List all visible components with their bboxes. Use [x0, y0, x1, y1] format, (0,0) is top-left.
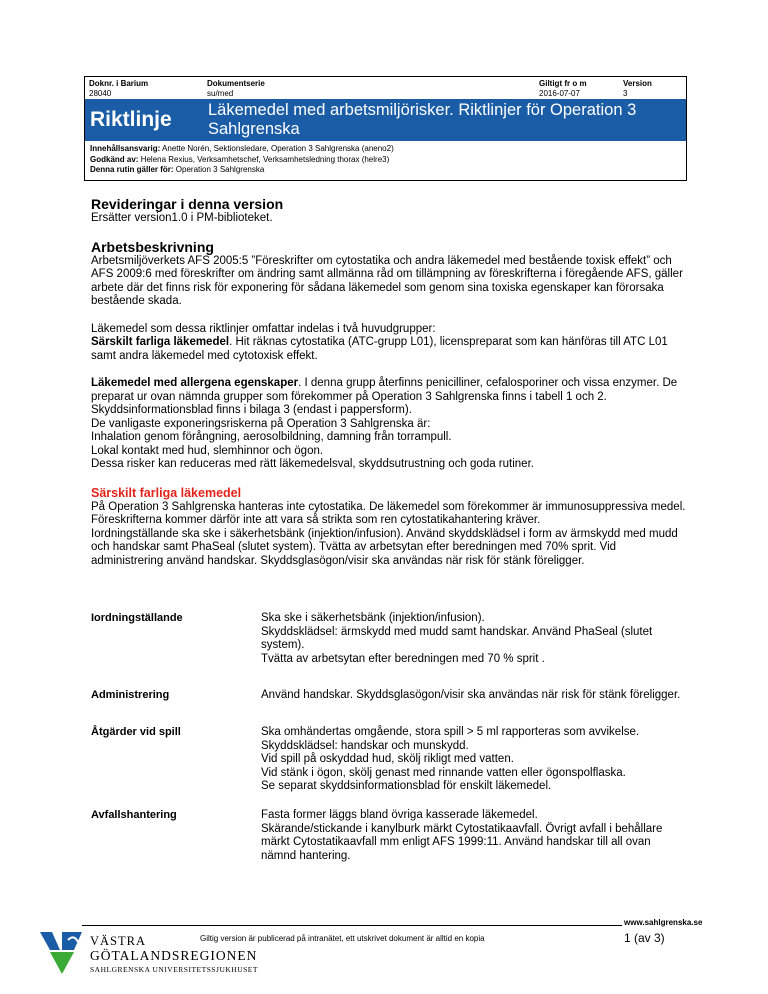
series-cell	[207, 79, 265, 99]
risk-intro: De vanligaste exponeringsriskerna på Operation 3 Sahlgrenska är:	[91, 417, 431, 430]
meta-row	[85, 77, 686, 99]
row-line: Fasta former läggs bland övriga kasserade läkemedel.	[261, 809, 538, 821]
valid-from-label: Giltigt fr o m	[539, 79, 587, 88]
title-bar	[85, 99, 686, 141]
vgr-logo-icon	[38, 928, 98, 974]
row-content	[261, 809, 681, 863]
work-paragraph: Arbetsmiljöverkets AFS 2005:5 ”Föreskrifter om cytostatika och andra läkemedel med bestående toxisk effekt” och AFS 2009:6 med föreskrifter om ändring samt allmänna råd om tillämpning av föreskrifterna i föregående AFS, gäller arbete där det finns risk för exponering för sådana läkemedel som genom sina toxiska egenskaper kan förorsaka bestående skada.	[91, 254, 683, 307]
doc-number: 28040	[89, 89, 112, 98]
valid-from-cell	[539, 79, 587, 99]
row-content	[261, 612, 681, 666]
group-allergen	[91, 377, 691, 418]
responsibility-block	[85, 141, 686, 180]
work-heading: Arbetsbeskrivning	[91, 238, 214, 255]
version-label: Version	[623, 79, 652, 88]
document-body	[91, 196, 691, 568]
special-paragraph-2: Iordningställande ska ske i säkerhetsbänk (injektion/infusion). Använd skyddsklädsel i form av ärmskydd med mudd och handskar samt PhaSeal (slutet system). Tvätta av arbetsytan efter beredningen med 70% sprit. Vid administrering använd handskar. Skyddsglasögon/visir ska användas när risk för stänk föreligger.	[91, 527, 678, 567]
revisions-heading: Revideringar i denna version	[91, 196, 284, 212]
row-line: Vid stänk i ögon, skölj genast med rinnande vatten eller ögonspolflaska.	[261, 766, 626, 779]
row-heading: Åtgärder vid spill	[91, 726, 181, 738]
row-heading: Administrering	[91, 689, 170, 701]
document-kind: Riktlinje	[90, 108, 172, 131]
row-line: Skyddsklädsel: ärmskydd med mudd samt handskar. Använd PhaSeal (slutet system).	[261, 625, 653, 651]
table-row	[91, 809, 681, 863]
document-header	[84, 76, 687, 181]
group-special-text: . Hit räknas cytostatika (ATC-grupp L01), licenspreparat som kan hänföras till ATC L01 samt andra läkemedel med cytotoxisk effekt.	[91, 336, 668, 362]
owner-line	[90, 144, 681, 155]
row-line: Använd handskar. Skyddsglasögon/visir ska användas när risk för stänk föreligger.	[261, 689, 681, 701]
special-paragraph-1: På Operation 3 Sahlgrenska hanteras inte cytostatika. De läkemedel som förekommer är immunosuppressiva medel. Föreskrifterna kommer därför inte att vara så strikta som ren cytostatikahantering kräver.	[91, 500, 686, 526]
approved-label: Godkänd av:	[90, 154, 139, 164]
owner-value: Anette Norén, Sektionsledare, Operation 3 Sahlgrenska (aneno2)	[162, 144, 394, 153]
table-row	[91, 612, 681, 689]
group-special-title: Särskilt farliga läkemedel	[91, 336, 230, 348]
footer-url: www.sahlgrenska.se	[624, 918, 703, 927]
doc-number-cell	[89, 79, 148, 99]
risk-inhalation: Inhalation genom förångning, aerosolbildning, damning från torrampull.	[91, 431, 452, 443]
footer-divider	[82, 925, 622, 926]
group-allergen-text: . I denna grupp återfinns penicilliner, cefalosporiner och vissa enzymer. De preparat ur ovan nämnda grupper som förekommer på Operation 3 Sahlgrenska finns i tabell 1 och 2. Skyddsinformationsblad finns i bilaga 3 (endast i pappersform).	[91, 377, 678, 416]
scope-line	[90, 165, 681, 176]
table-row	[91, 726, 681, 809]
group-allergen-title: Läkemedel med allergena egenskaper	[91, 377, 299, 389]
footer-note: Giltig version är publicerad på intranätet, ett utskrivet dokument är alltid en kopia	[200, 934, 485, 943]
row-content	[261, 689, 681, 703]
group-special	[91, 336, 691, 363]
row-line: Vid spill på oskyddad hud, skölj rikligt med vatten.	[261, 753, 514, 765]
org-name-line3: SAHLGRENSKA UNIVERSITETSSJUKHUSET	[90, 965, 258, 974]
approved-value: Helena Rexius, Verksamhetschef, Verksamhetsledning thorax (helre3)	[140, 154, 390, 164]
doc-number-label: Doknr. i Barium	[89, 79, 149, 88]
risk-reduction: Dessa risker kan reduceras med rätt läkemedelsval, skyddsutrustning och goda rutiner.	[91, 458, 534, 470]
groups-intro: Läkemedel som dessa riktlinjer omfattar indelas i två huvudgrupper:	[91, 322, 436, 335]
handling-table	[91, 612, 681, 863]
row-line: Se separat skyddsinformationsblad för enskilt läkemedel.	[261, 780, 552, 792]
scope-label: Denna rutin gäller för:	[90, 165, 174, 174]
version-value: 3	[623, 89, 628, 98]
owner-label: Innehållsansvarig:	[90, 144, 161, 153]
org-name-line1: VÄSTRA	[90, 934, 147, 948]
row-line: Skärande/stickande i kanylburk märkt Cytostatikaavfall. Övrigt avfall i behållare märkt Cytostatikaavfall mm enligt AFS 1999:11. Använd handskar till all ovan nämnd hantering.	[261, 822, 663, 862]
revisions-text: Ersätter version1.0 i PM-biblioteket.	[91, 212, 273, 224]
row-content	[261, 726, 681, 794]
row-heading: Avfallshantering	[91, 809, 177, 821]
row-heading: Iordningställande	[91, 612, 183, 624]
series-label: Dokumentserie	[207, 79, 265, 88]
approved-line	[90, 155, 681, 166]
row-line: Tvätta av arbetsytan efter beredningen med 70 % sprit .	[261, 652, 545, 665]
table-row	[91, 689, 681, 726]
scope-value: Operation 3 Sahlgrenska	[175, 165, 265, 174]
page-number: 1 (av 3)	[624, 931, 665, 945]
version-cell	[623, 79, 652, 99]
valid-from-date: 2016-07-07	[539, 89, 580, 98]
special-heading: Särskilt farliga läkemedel	[91, 485, 242, 500]
series-value: su/med	[207, 89, 234, 98]
row-line: Ska ske i säkerhetsbänk (injektion/infusion).	[261, 612, 485, 624]
org-name-line2: GÖTALANDSREGIONEN	[90, 948, 258, 963]
document-title: Läkemedel med arbetsmiljörisker. Riktlinjer för Operation 3 Sahlgrenska	[208, 101, 637, 138]
risk-contact: Lokal kontakt med hud, slemhinnor och ögon.	[91, 444, 324, 457]
row-line: Ska omhändertas omgående, stora spill > 5 ml rapporteras som avvikelse. Skyddsklädsel: handskar och munskydd.	[261, 726, 640, 752]
